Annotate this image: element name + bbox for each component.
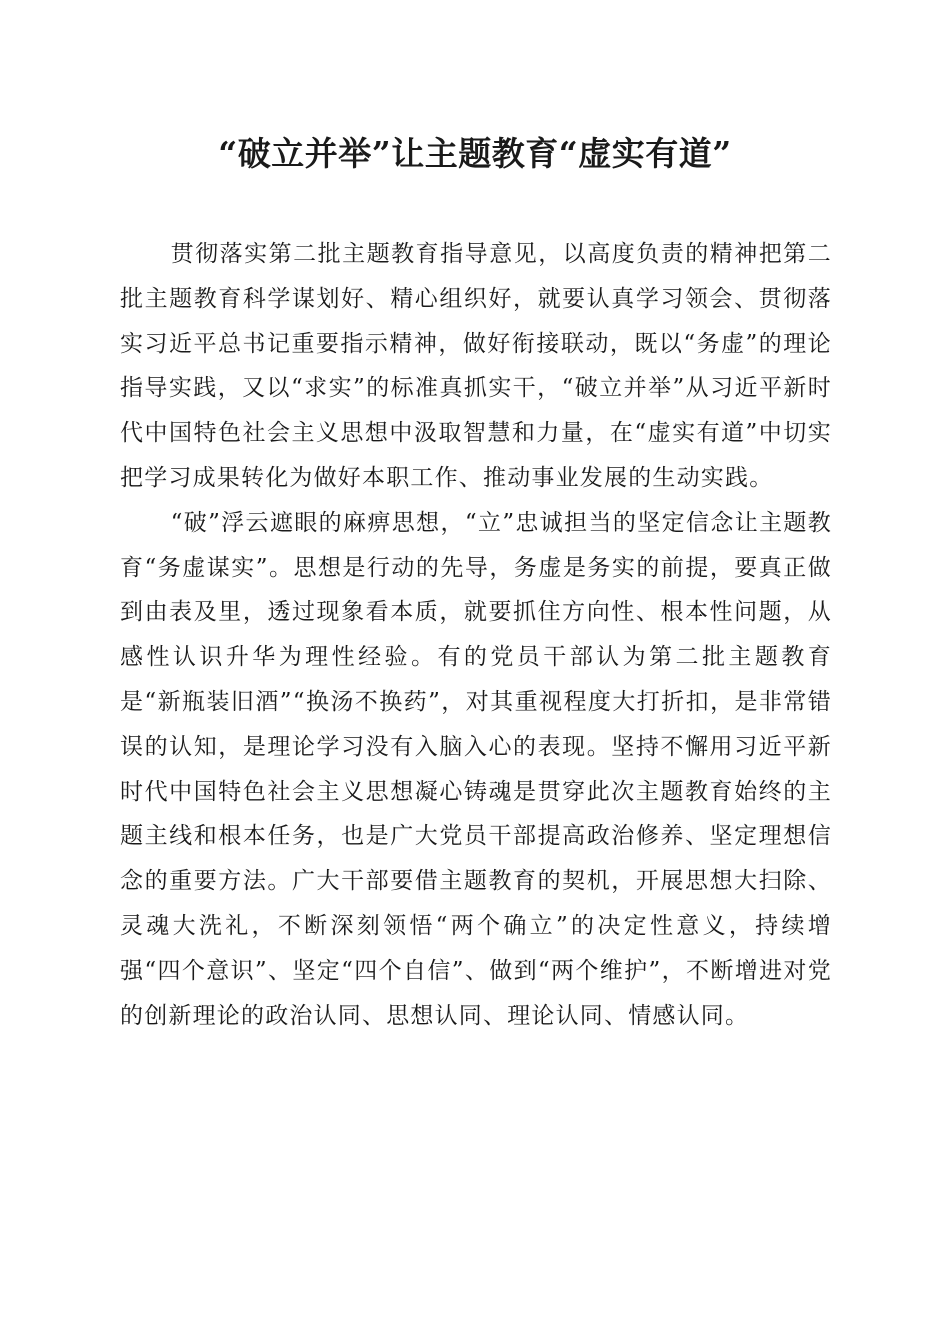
- article-title: “破立并举”让主题教育“虚实有道”: [218, 134, 732, 173]
- article-body: [120, 232, 832, 1038]
- paragraph-1: 贯彻落实第二批主题教育指导意见，以高度负责的精神把第二批主题教育科学谋划好、精心组织好，就要认真学习领会、贯彻落实习近平总书记重要指示精神，做好衔接联动，既以“务虚”的理论指导实践，又以“求实”的标准真抓实干，“破立并举”从习近平新时代中国特色社会主义思想中汲取智慧和力量，在“虚实有道”中切实把学习成果转化为做好本职工作、推动事业发展的生动实践。: [120, 241, 832, 491]
- paragraph-2: “破”浮云遮眼的麻痹思想，“立”忠诚担当的坚定信念让主题教育“务虚谋实”。思想是行动的先导，务虚是务实的前提，要真正做到由表及里，透过现象看本质，就要抓住方向性、根本性问题，从感性认识升华为理性经验。有的党员干部认为第二批主题教育是“新瓶装旧酒”“换汤不换药”，对其重视程度大打折扣，是非常错误的认知，是理论学习没有入脑入心的表现。坚持不懈用习近平新时代中国特色社会主义思想凝心铸魂是贯穿此次主题教育始终的主题主线和根本任务，也是广大党员干部提高政治修养、坚定理想信念的重要方法。广大干部要借主题教育的契机，开展思想大扫除、灵魂大洗礼，不断深刻领悟“两个确立”的决定性意义，持续增强“四个意识”、坚定“四个自信”、做到“两个维护”，不断增进对党的创新理论的政治认同、思想认同、理论认同、情感认同。: [120, 509, 832, 1029]
